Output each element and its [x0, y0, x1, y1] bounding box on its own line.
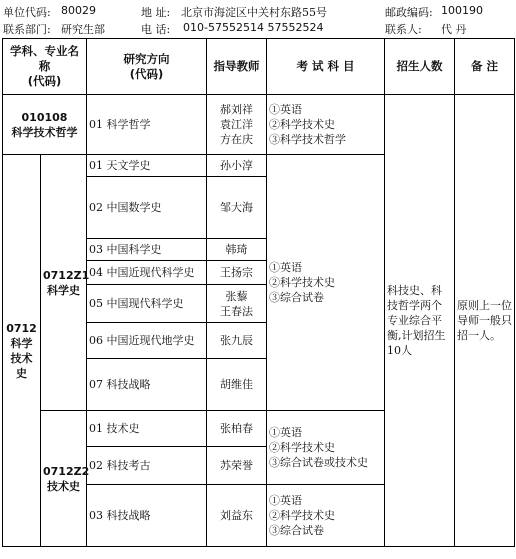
direction-cell: 02 中国数学史	[87, 177, 207, 239]
exam-item: ②科学技术史	[269, 509, 335, 522]
advisor-cell: 胡维佳	[207, 359, 267, 411]
direction-cell: 01 天文学史	[87, 155, 207, 177]
advisor-cell: 邹大海	[207, 177, 267, 239]
col-note: 备 注	[455, 39, 515, 95]
discipline-code: 0712	[6, 321, 37, 335]
direction-cell: 05 中国现代科学史	[87, 285, 207, 323]
col-discipline-code: (代码)	[27, 74, 62, 88]
discipline-010108	[3, 95, 87, 155]
exam-item: ①英语	[269, 494, 302, 507]
direction-cell: 03 中国科学史	[87, 239, 207, 261]
header-line-1	[3, 4, 513, 20]
advisor-cell: 孙小淳	[207, 155, 267, 177]
admissions-table	[2, 38, 515, 547]
exam-cell	[267, 155, 385, 411]
exam-item: ③综合试卷	[269, 291, 324, 304]
subdiscipline-code: 0712Z2	[43, 464, 90, 478]
address: 北京市海淀区中关村东路55号	[181, 6, 327, 19]
advisor-cell: 韩琦	[207, 239, 267, 261]
direction-cell: 06 中国近现代地学史	[87, 323, 207, 359]
exam-item: ①英语	[269, 103, 302, 116]
zip-label: 邮政编码:	[385, 6, 433, 19]
col-quota: 招生人数	[385, 39, 455, 95]
advisor-cell	[207, 285, 267, 323]
advisor-name: 袁江洋	[220, 118, 253, 131]
exam-item: ②科学技术史	[269, 276, 335, 289]
table-header-row	[3, 39, 515, 95]
advisor-cell: 张柏春	[207, 411, 267, 447]
exam-item: ①英语	[269, 426, 302, 439]
col-direction	[87, 39, 207, 95]
advisor-cell: 王扬宗	[207, 261, 267, 285]
direction-cell: 07 科技战略	[87, 359, 207, 411]
advisor-name: 王春法	[220, 304, 253, 318]
advisor-name: 张藜	[225, 289, 248, 303]
discipline-name: 科学技术哲学	[11, 125, 78, 139]
table-row	[3, 95, 515, 155]
advisor-cell: 张九辰	[207, 323, 267, 359]
direction-cell: 01 技术史	[87, 411, 207, 447]
advisor-cell: 刘益东	[207, 485, 267, 547]
subdiscipline-0712Z2	[41, 411, 90, 547]
col-direction-label: 研究方向	[123, 51, 170, 66]
unit-code-label: 单位代码:	[3, 6, 51, 19]
dept: 研究生部	[61, 23, 105, 36]
exam-cell	[267, 485, 385, 547]
exam-item: ③科学技术哲学	[269, 133, 346, 146]
contact-label: 联系人:	[385, 23, 422, 36]
direction-cell: 01 科学哲学	[87, 95, 207, 155]
advisor-name: 郝刘祥	[220, 103, 253, 116]
col-discipline	[3, 39, 87, 95]
note-cell: 原则上一位导师一般只招一人。	[455, 95, 515, 547]
exam-item: ②科学技术史	[269, 441, 335, 454]
unit-code: 80029	[61, 4, 96, 17]
header-line-2	[3, 21, 513, 37]
subdiscipline-name: 技术史	[47, 479, 80, 493]
subdiscipline-name: 科学史	[47, 283, 80, 297]
exam-item: ③综合试卷或技术史	[269, 456, 368, 469]
exam-item: ②科学技术史	[269, 118, 335, 131]
exam-cell	[267, 411, 385, 485]
discipline-code: 010108	[21, 110, 68, 124]
exam-item: ①英语	[269, 261, 302, 274]
quota-cell: 科技史、科技哲学两个专业综合平衡,计划招生 10人	[385, 95, 455, 547]
discipline-name-line: 史	[16, 366, 27, 380]
contact: 代 丹	[441, 23, 467, 36]
direction-cell: 02 科技考古	[87, 447, 207, 485]
dept-label: 联系部门:	[3, 23, 51, 36]
col-direction-code: (代码)	[129, 66, 164, 81]
phone-label: 电 话:	[141, 23, 171, 36]
advisor-cell: 苏荣誉	[207, 447, 267, 485]
direction-cell: 03 科技战略	[87, 485, 207, 547]
subdiscipline-code: 0712Z1	[43, 268, 90, 282]
discipline-name-line: 技术	[10, 351, 33, 365]
exam-cell	[267, 95, 385, 155]
discipline-0712	[3, 155, 41, 547]
discipline-name-line: 科学	[10, 336, 33, 350]
subdiscipline-0712Z1	[41, 155, 90, 411]
col-discipline-label: 学科、专业名称	[10, 44, 79, 73]
col-exam: 考 试 科 目	[267, 39, 385, 95]
phone: 010-57552514 57552524	[183, 21, 324, 34]
advisor-name: 方在庆	[220, 133, 253, 146]
col-advisor: 指导教师	[207, 39, 267, 95]
direction-cell: 04 中国近现代科学史	[87, 261, 207, 285]
address-label: 地 址:	[141, 6, 171, 19]
exam-item: ③综合试卷	[269, 524, 324, 537]
zip: 100190	[441, 4, 483, 17]
advisor-cell	[207, 95, 267, 155]
